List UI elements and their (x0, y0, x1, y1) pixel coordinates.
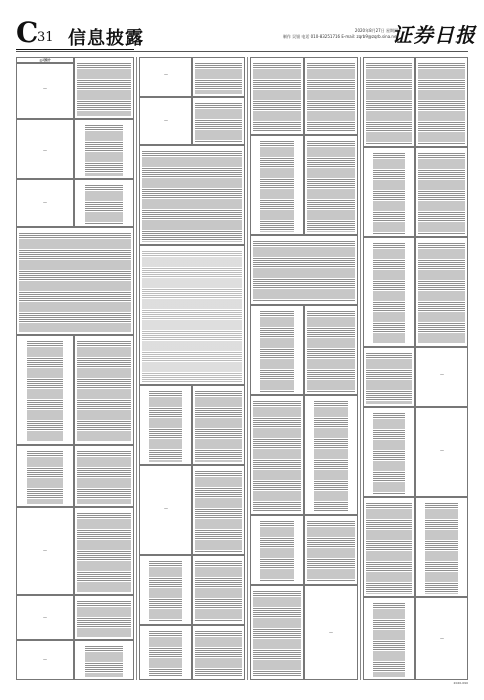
block-dash: — (43, 615, 47, 620)
date-line: 2020年8月27日 星期四 (354, 28, 398, 33)
announcement-block (74, 507, 134, 595)
announcement-block (415, 497, 468, 597)
announcement-block (363, 497, 415, 597)
block-dash: — (43, 86, 47, 91)
header-rule (16, 51, 468, 52)
announcement-block (16, 445, 74, 507)
announcement-block (16, 507, 74, 595)
column-4 (363, 57, 468, 680)
announcement-block (139, 97, 192, 145)
announcement-block (74, 445, 134, 507)
announcement-block (250, 135, 304, 235)
announcement-block (192, 465, 245, 555)
announcement-block (74, 57, 134, 119)
announcement-block (139, 245, 245, 385)
announcement-block (139, 385, 192, 465)
announcement-block (16, 63, 74, 119)
block-dash: — (440, 372, 444, 377)
announcement-block (192, 555, 245, 625)
block-dash: — (43, 200, 47, 205)
announcement-block (192, 625, 245, 680)
column-divider (360, 57, 361, 680)
announcement-block (139, 625, 192, 680)
announcement-block (74, 335, 134, 445)
block-dash: — (164, 506, 168, 511)
masthead-meta (283, 28, 398, 40)
block-title: 公司简介 (39, 58, 51, 62)
announcement-block (250, 305, 304, 395)
section-title: 信息披露 (68, 28, 144, 49)
announcement-block (192, 385, 245, 465)
announcement-block (304, 135, 358, 235)
block-dash: — (43, 657, 47, 662)
announcement-block (304, 305, 358, 395)
announcement-block (250, 395, 304, 515)
announcement-block (363, 237, 415, 347)
contact-line: 制作 吴银 电话 010-83251716 E-mail: zqrb9@zqrb.sina.net (282, 34, 398, 39)
column-divider (136, 57, 137, 680)
announcement-block (16, 179, 74, 227)
masthead (0, 0, 484, 56)
block-dash: — (329, 630, 333, 635)
announcement-block (250, 515, 304, 585)
announcement-block (139, 465, 192, 555)
announcement-block (16, 119, 74, 179)
announcement-block (16, 227, 134, 335)
announcement-block (415, 347, 468, 407)
announcement-block (192, 57, 245, 97)
page-letter: C (16, 16, 39, 49)
announcement-block (250, 235, 358, 305)
announcement-block (415, 407, 468, 497)
announcement-block (415, 147, 468, 237)
column-2 (139, 57, 245, 680)
announcement-block (139, 145, 245, 245)
block-dash: — (43, 548, 47, 553)
column-1 (16, 57, 134, 680)
block-dash: — (43, 148, 47, 153)
announcement-block (363, 597, 415, 680)
announcement-block (74, 119, 134, 179)
title-underline (16, 49, 134, 50)
newspaper-logo: 证券日报 (392, 23, 476, 47)
announcement-block (415, 57, 468, 147)
block-dash: — (440, 636, 444, 641)
announcement-block (16, 595, 74, 640)
announcement-block (304, 515, 358, 585)
announcement-block (74, 179, 134, 227)
announcement-block (139, 57, 192, 97)
announcement-block (363, 407, 415, 497)
announcement-block (192, 97, 245, 145)
announcement-grid (16, 57, 468, 680)
announcement-block (415, 597, 468, 680)
announcement-block (363, 147, 415, 237)
announcement-block (16, 640, 74, 680)
announcement-block (363, 347, 415, 407)
block-dash: — (164, 72, 168, 77)
announcement-block (415, 237, 468, 347)
footer-code: 2020-090 (453, 681, 468, 685)
announcement-block (304, 585, 358, 680)
announcement-block (250, 585, 304, 680)
announcement-block (304, 395, 358, 515)
announcement-block (250, 57, 304, 135)
announcement-block (74, 595, 134, 640)
announcement-block (304, 57, 358, 135)
block-dash: — (440, 448, 444, 453)
announcement-block (363, 57, 415, 147)
block-dash: — (164, 118, 168, 123)
announcement-block (74, 640, 134, 680)
announcement-block (139, 555, 192, 625)
column-3 (250, 57, 358, 680)
column-divider (247, 57, 248, 680)
page-number: 31 (37, 30, 54, 45)
announcement-block (16, 335, 74, 445)
